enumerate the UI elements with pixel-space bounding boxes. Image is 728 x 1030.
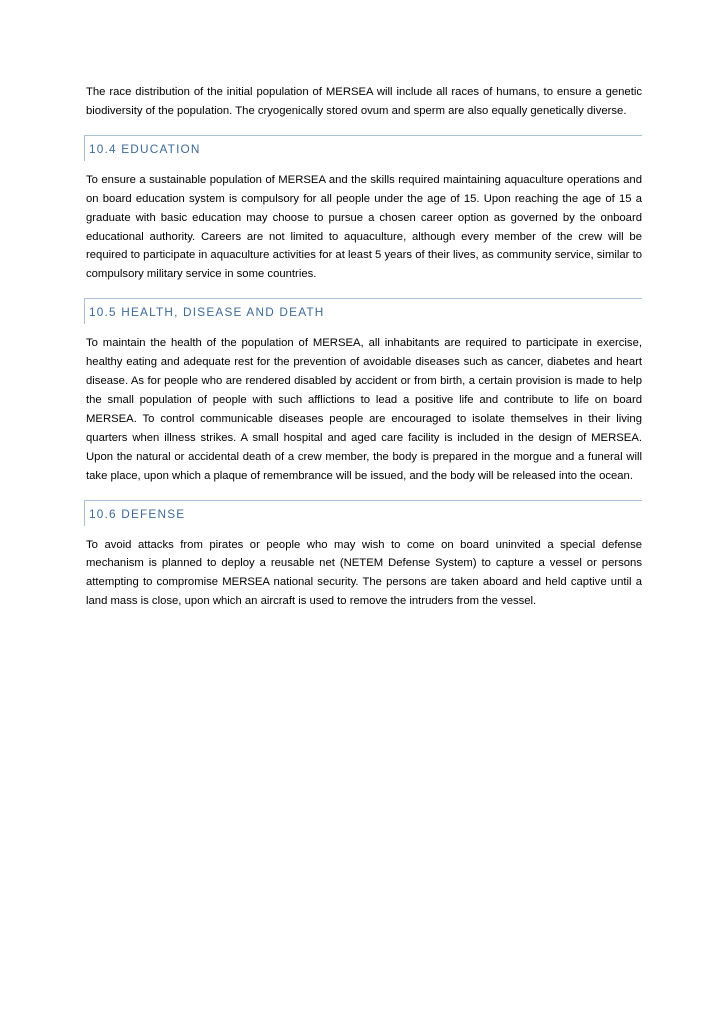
defense-paragraph: To avoid attacks from pirates or people who may wish to come on board uninvited a special defense mechanism is planned to deploy a reusable net (NETEM Defense System) to capture a vessel or persons attempting to compromise MERSEA national security. The persons are taken aboard and held captive until a land mass is close, upon which an aircraft is used to remove the intruders from the vessel.: [86, 538, 642, 608]
education-paragraph: To ensure a sustainable population of MERSEA and the skills required maintaining aquaculture operations and on board education system is compulsory for all people under the age of 15. Upon reaching the age of 15 a graduate with basic education may choose to pursue a chosen career option as governed by the onboard educational authority. Careers are not limited to aquaculture, although every member of the crew will be required to participate in aquaculture activities for at least 5 years of their lives, as community service, similar to compulsory military service in some countries.: [86, 173, 642, 281]
health-paragraph: To maintain the health of the population of MERSEA, all inhabitants are required to participate in exercise, healthy eating and adequate rest for the prevention of avoidable diseases such as cancer, diabetes and heart disease. As for people who are rendered disabled by accident or from birth, a certain provision is made to help the small population of people with such afflictions to lead a positive life and contribute to life on board MERSEA. To control communicable diseases people are encouraged to isolate themselves in their living quarters when illness strikes. A small hospital and aged care facility is included in the design of MERSEA. Upon the natural or accidental death of a crew member, the body is prepared in the morgue and a funeral will take place, upon which a plaque of remembrance will be issued, and the body will be released into the ocean.: [86, 337, 642, 482]
section-heading-health: 10.5 HEALTH, DISEASE AND DEATH: [84, 298, 642, 324]
section-education: [86, 135, 642, 284]
section-defense: [86, 500, 642, 612]
section-heading-defense: 10.6 DEFENSE: [84, 500, 642, 526]
section-health: [86, 298, 642, 485]
page-content: [86, 83, 642, 611]
section-heading-education: 10.4 EDUCATION: [84, 135, 642, 161]
intro-paragraph: The race distribution of the initial population of MERSEA will include all races of humans, to ensure a genetic biodiversity of the population. The cryogenically stored ovum and sperm are also equally genetically diverse.: [86, 86, 642, 117]
